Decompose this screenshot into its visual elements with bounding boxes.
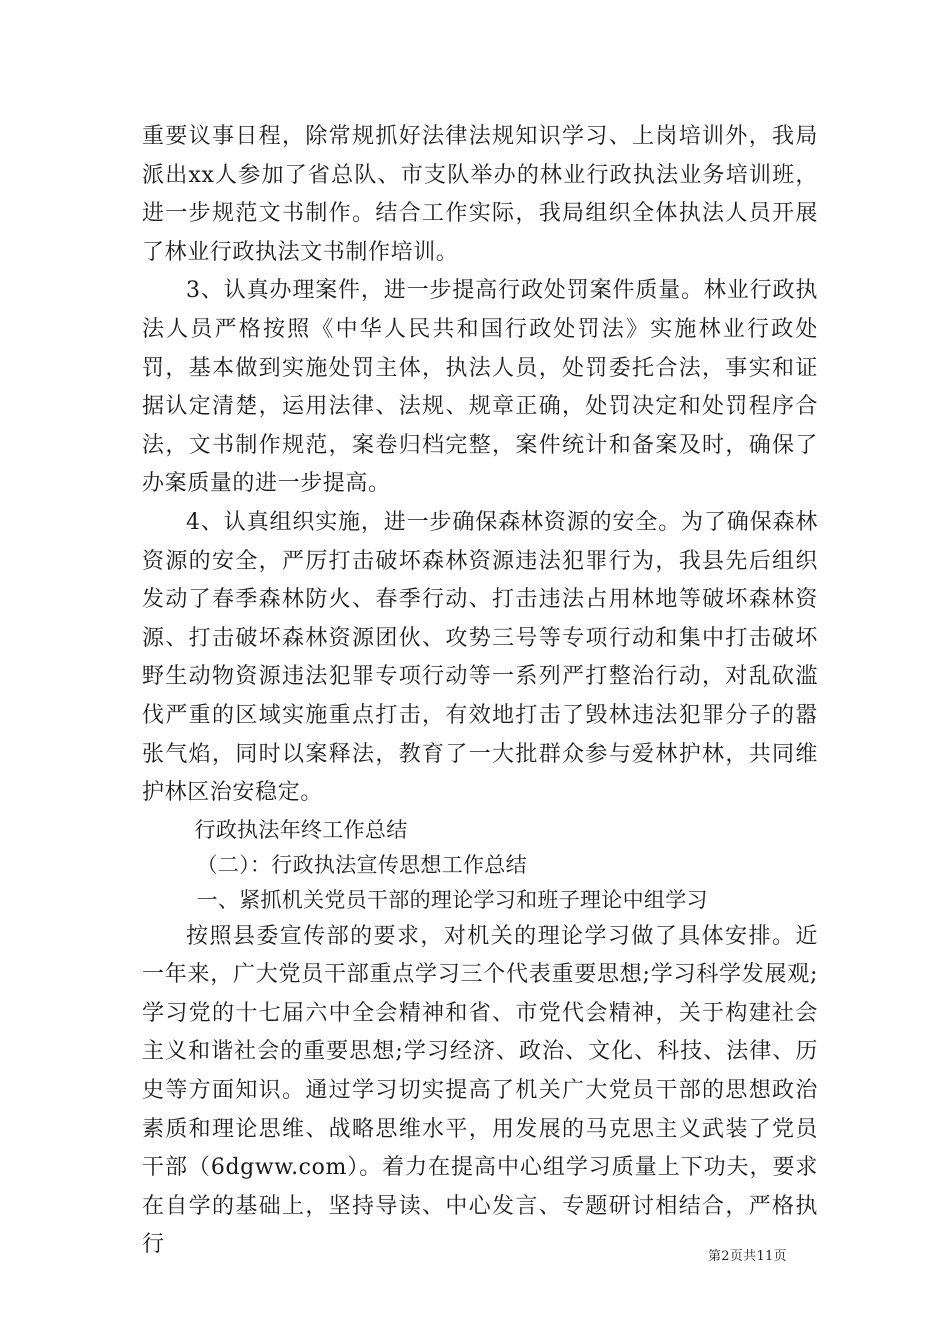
paragraph-continuation: 重要议事日程，除常规抓好法律法规知识学习、上岗培训外，我局派出xx人参加了省总队、市支队举办的林业行政执法业务培训班，进一步规范文书制作。结合工作实际，我局组织全体执法人员开展了林业行政执法文书制作培训。 xyxy=(142,124,818,265)
document-subtitle: （二）：行政执法宣传思想工作总结 xyxy=(196,852,527,877)
document-title: 行政执法年终工作总结 xyxy=(194,817,408,842)
paragraph-section-one-body: 按照县委宣传部的要求，对机关的理论学习做了具体安排。近一年来，广大党员干部重点学习三个代表重要思想;学习科学发展观;学习党的十七届六中全会精神和省、市党代会精神，关于构建社会主义和谐社会的重要思想;学习经济、政治、文化、科技、法律、历史等方面知识。通过学习切实提高了机关广大党员干部的思想政治素质和理论思维、战略思维水平，用发展的马克思主义武装了党员干部（6dgww.com）。着力在提高中心组学习质量上下功夫，要求在自学的基础上，坚持导读、中心发言、专题研讨相结合，严格执行 xyxy=(142,923,818,1258)
document-body xyxy=(142,118,818,1265)
paragraph-item-3: 3、认真办理案件，进一步提高行政处罚案件质量。林业行政执法人员严格按照《中华人民共和国行政处罚法》实施林业行政处罚，基本做到实施处罚主体，执法人员，处罚委托合法，事实和证据认定清楚，运用法律、法规、规章正确，处罚决定和处罚程序合法，文书制作规范，案卷归档完整，案件统计和备案及时，确保了办案质量的进一步提高。 xyxy=(142,278,818,497)
section-heading-one: 一、紧抓机关党员干部的理论学习和班子理论中组学习 xyxy=(196,887,708,912)
page-number-footer: 第2页共11页 xyxy=(708,1249,787,1264)
paragraph-item-4: 4、认真组织实施，进一步确保森林资源的安全。为了确保森林资源的安全，严厉打击破坏森林资源违法犯罪行为，我县先后组织发动了春季森林防火、春季行动、打击违法占用林地等破坏森林资源、打击破坏森林资源团伙、攻势三号等专项行动和集中打击破坏野生动物资源违法犯罪专项行动等一系列严打整治行动，对乱砍滥伐严重的区域实施重点打击，有效地打击了毁林违法犯罪分子的嚣张气焰，同时以案释法，教育了一大批群众参与爱林护林，共同维护林区治安稳定。 xyxy=(142,509,818,806)
